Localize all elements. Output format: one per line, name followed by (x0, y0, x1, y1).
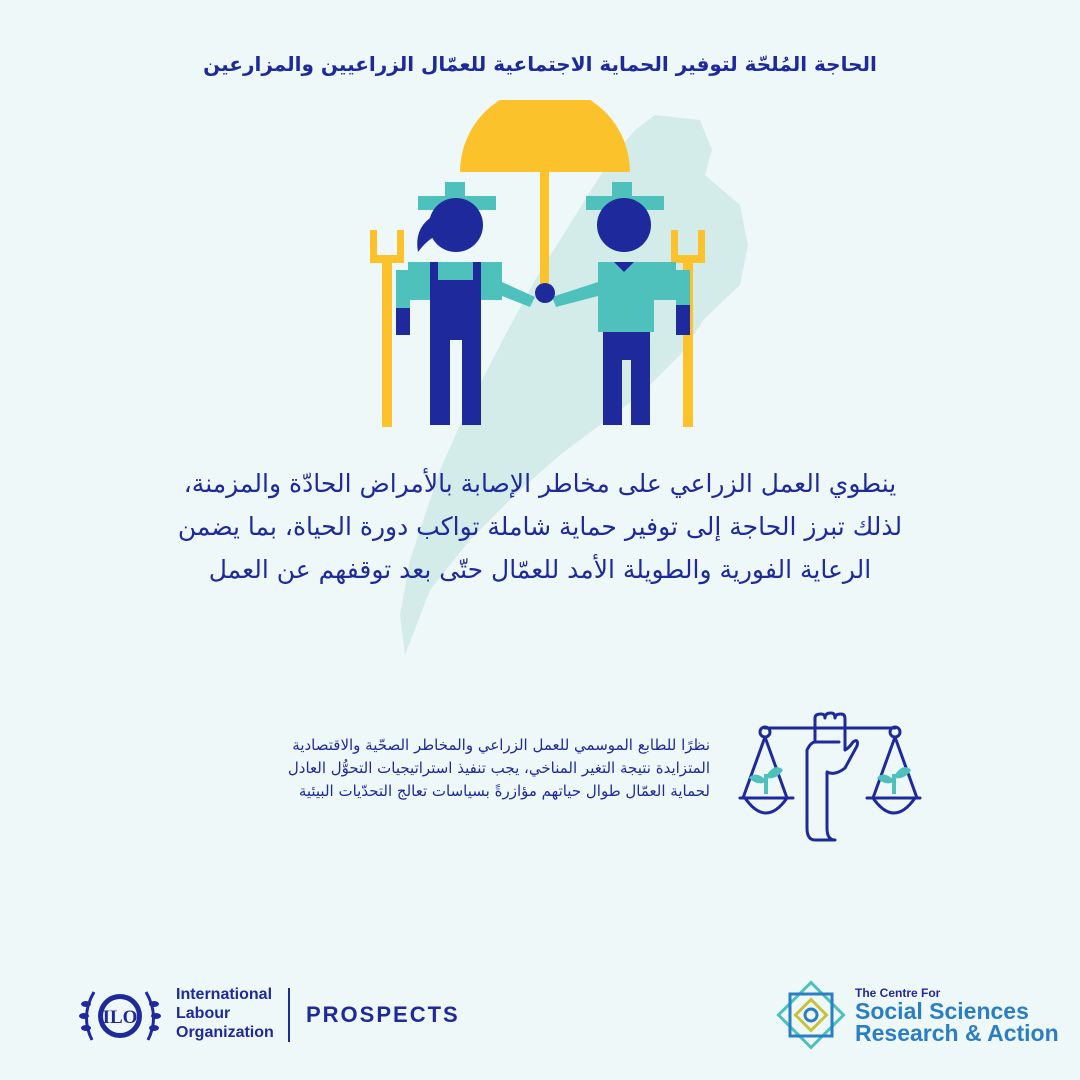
main-line: ينطوي العمل الزراعي على مخاطر الإصابة بالأمراض الحادّة والمزمنة، (183, 469, 897, 498)
justice-scale-fist-icon (735, 710, 925, 850)
centre-name-line2: Research & Action (855, 1020, 1059, 1046)
prospects-logo-text: PROSPECTS (306, 1002, 460, 1027)
ilo-name-line: International (176, 986, 273, 1003)
sub-line: نظرًا للطابع الموسمي للعمل الزراعي والمخاطر الصحّية والاقتصادية (292, 736, 710, 754)
sub-paragraph (120, 734, 710, 803)
clasped-hands (535, 283, 555, 303)
centre-name-line1: Social Sciences (855, 998, 1029, 1024)
ilo-logo (78, 980, 162, 1052)
ilo-logo-text: ILO (102, 1007, 138, 1028)
umbrella-shaft (540, 168, 549, 290)
main-line: الرعاية الفورية والطويلة الأمد للعمّال حتّى بعد توقفهم عن العمل (208, 555, 872, 584)
centre-name (855, 986, 1059, 1044)
ilo-name-line: Labour (176, 1005, 231, 1022)
main-line: لذلك تبرز الحاجة إلى توفير حماية شاملة تواكب دورة الحياة، بما يضمن (177, 512, 903, 541)
umbrella-canopy (460, 100, 630, 172)
ilo-name (176, 985, 274, 1042)
main-paragraph (100, 462, 980, 591)
sub-line: المتزايدة نتيجة التغير المناخي، يجب تنفيذ استراتيجيات التحوُّل العادل (287, 759, 710, 777)
centre-name-small: The Centre For (855, 986, 941, 1000)
sub-line: لحماية العمّال طوال حياتهم مؤازرةً بسياسات تعالج التحدّيات البيئية (298, 782, 710, 800)
page-title: الحاجة المُلحّة لتوفير الحماية الاجتماعية للعمّال الزراعيين والمزارعين (203, 52, 877, 76)
centre-logo-icon (776, 980, 846, 1050)
logo-divider (288, 988, 290, 1042)
ilo-name-line: Organization (176, 1024, 274, 1041)
